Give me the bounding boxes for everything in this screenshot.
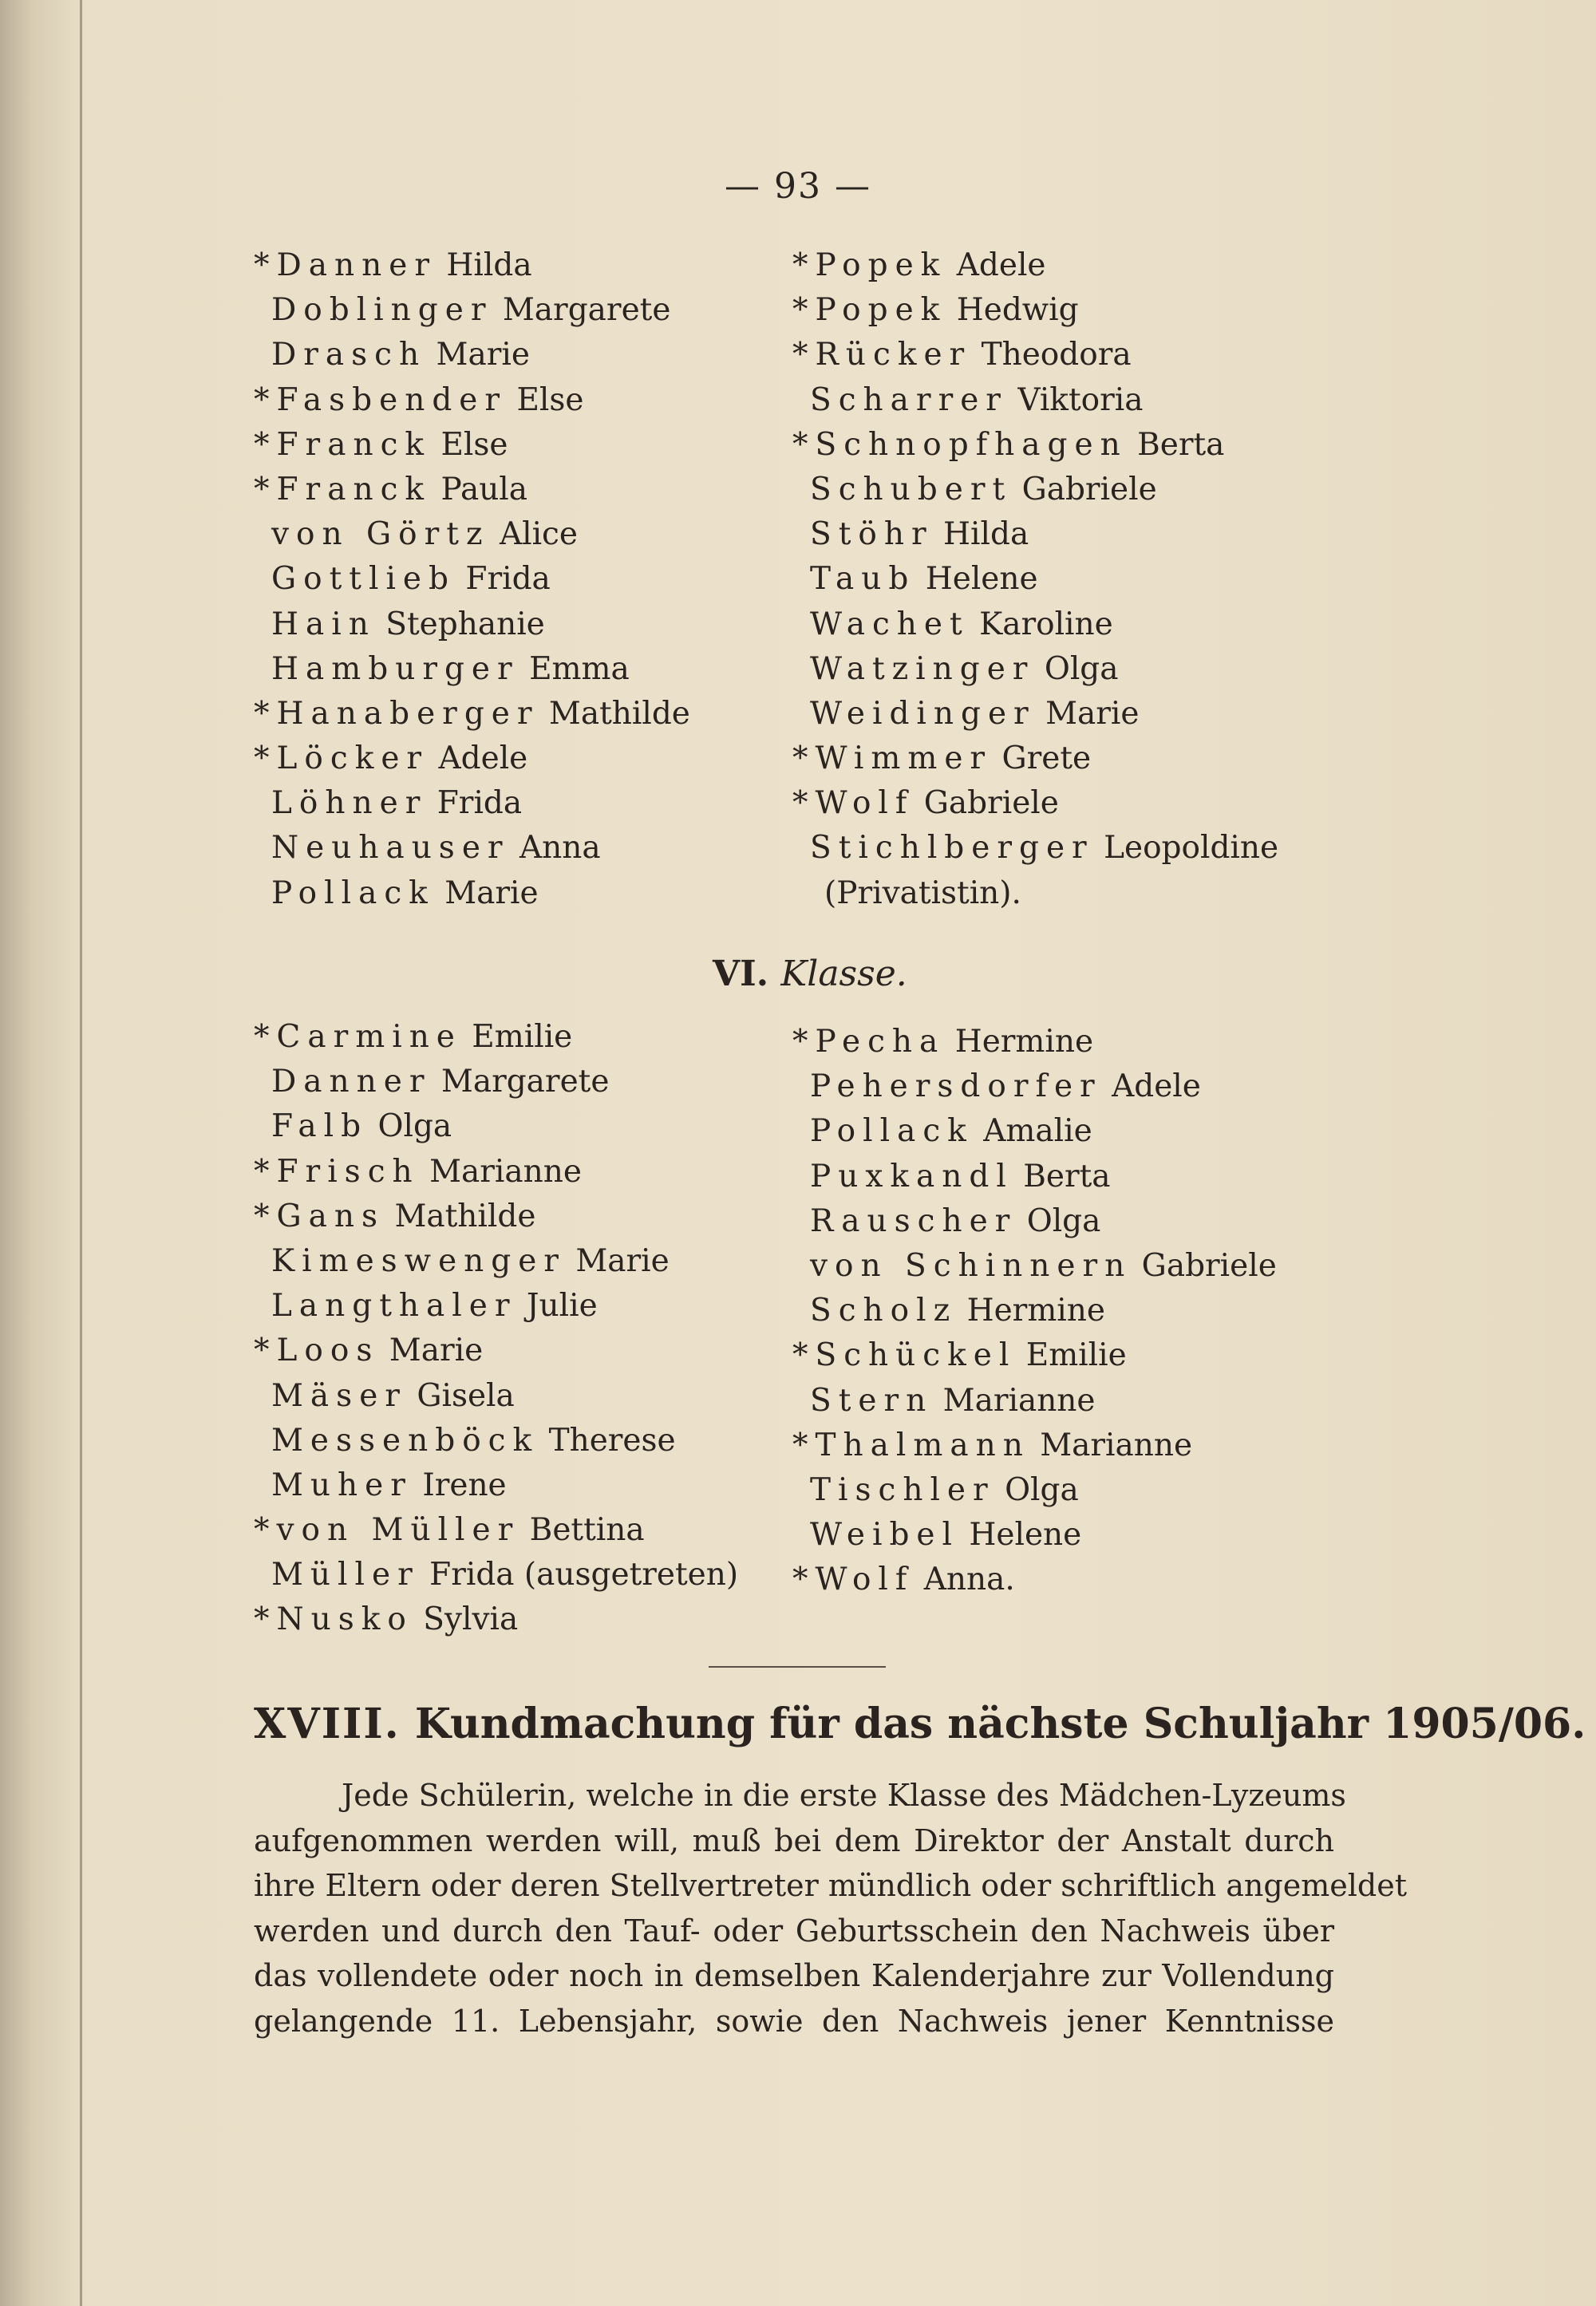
name-entry (792, 1333, 1277, 1378)
entry-given-name: Else (440, 426, 508, 463)
entry-surname: Weidinger (810, 695, 1036, 732)
name-entry (792, 1289, 1277, 1333)
entry-given-name: Olga (377, 1108, 452, 1145)
entry-surname: Gottlieb (271, 561, 456, 598)
name-entry (254, 781, 690, 826)
entry-surname: *Franck (254, 471, 432, 507)
name-entry (792, 692, 1278, 736)
name-entry (254, 557, 690, 602)
name-entry (792, 736, 1278, 781)
name-entry (254, 1329, 738, 1373)
entry-surname: Falb (271, 1108, 369, 1145)
entry-surname: *Nusko (254, 1601, 413, 1638)
entry-given-name: Amalie (983, 1113, 1092, 1150)
entry-given-name: Berta (1137, 426, 1225, 463)
name-entry (254, 1284, 738, 1329)
name-entry (792, 871, 1278, 916)
entry-given-name: Grete (1001, 740, 1092, 777)
entry-surname: Schubert (810, 471, 1013, 507)
entry-surname: *Schnopfhagen (792, 426, 1128, 463)
name-entry (792, 1513, 1277, 1558)
name-entry (254, 333, 690, 377)
entry-given-name: Stephanie (385, 606, 545, 642)
name-entry (792, 1064, 1277, 1109)
entry-surname: von Görtz (271, 516, 490, 553)
entry-given-name: Hilda (943, 516, 1029, 553)
name-entry (792, 1244, 1277, 1289)
entry-given-name: Marie (389, 1333, 484, 1369)
entry-surname: *Carmine (254, 1019, 462, 1055)
body-line: das vollendete oder noch in demselben Kalenderjahre zur Vollendung (254, 1958, 1334, 1993)
body-line: aufgenommen werden will, muß bei dem Direktor der Anstalt durch (254, 1822, 1334, 1858)
name-entry (254, 1374, 738, 1419)
entry-surname: *Gans (254, 1198, 385, 1234)
name-entry (254, 1553, 738, 1597)
name-entry (254, 736, 690, 781)
class-word: Klasse. (780, 954, 907, 994)
name-entry (792, 781, 1278, 826)
entry-surname: Kimeswenger (271, 1242, 566, 1279)
section-numeral: XVIII. (254, 1700, 401, 1748)
class-heading (713, 954, 907, 994)
entry-given-name: Hedwig (956, 292, 1079, 329)
entry-given-name: Olga (1026, 1202, 1101, 1239)
entry-given-name: Frida (437, 785, 523, 822)
entry-surname: *Wolf (792, 1562, 915, 1598)
name-list-right-top (792, 243, 1278, 916)
entry-surname: *Popek (792, 292, 947, 329)
name-entry (792, 1020, 1277, 1064)
entry-given-name: Hermine (966, 1293, 1105, 1329)
name-entry (254, 1150, 738, 1194)
entry-surname: *Danner (254, 247, 437, 283)
name-entry (254, 1597, 738, 1642)
name-entry (254, 512, 690, 557)
entry-given-name: Bettina (529, 1512, 645, 1549)
name-entry (792, 288, 1278, 333)
name-entry (254, 647, 690, 692)
name-entry (792, 557, 1278, 602)
name-entry (254, 1419, 738, 1463)
name-entry (254, 871, 690, 916)
name-entry (792, 1379, 1277, 1423)
entry-surname: Taub (810, 561, 916, 598)
entry-given-name: Adele (956, 247, 1046, 283)
class-numeral: VI. (713, 954, 769, 994)
name-entry (254, 1060, 738, 1104)
entry-given-name: Anna. (923, 1562, 1015, 1598)
name-entry (254, 1194, 738, 1239)
entry-surname: Stöhr (810, 516, 934, 553)
entry-surname: *Hanaberger (254, 695, 539, 732)
section-divider (709, 1666, 886, 1668)
entry-given-name: Marie (444, 875, 539, 911)
entry-given-name: Gabriele (923, 785, 1059, 822)
entry-surname: *Löcker (254, 740, 429, 777)
entry-given-name: Alice (499, 516, 578, 553)
name-entry (254, 378, 690, 423)
entry-surname: *von Müller (254, 1512, 520, 1549)
name-entry (792, 378, 1278, 423)
entry-surname: Weibel (810, 1517, 959, 1554)
name-entry (792, 1109, 1277, 1154)
entry-surname: von Schinnern (810, 1247, 1132, 1284)
name-entry (254, 1508, 738, 1553)
name-entry (254, 1239, 738, 1284)
name-list-left-top (254, 243, 690, 916)
name-entry (792, 1468, 1277, 1513)
name-entry (792, 333, 1278, 377)
entry-surname: Pehersdorfer (810, 1068, 1102, 1105)
entry-surname: Wachet (810, 606, 970, 642)
section-title: Kundmachung für das nächste Schuljahr 1905/06. (414, 1700, 1586, 1748)
entry-given-name: Adele (1112, 1068, 1201, 1105)
entry-surname: *Franck (254, 426, 432, 463)
entry-given-name: Karoline (979, 606, 1113, 642)
entry-given-name: Marianne (1040, 1427, 1193, 1463)
entry-given-name: Irene (422, 1467, 507, 1503)
name-entry (792, 1423, 1277, 1468)
entry-surname: Messenböck (271, 1422, 539, 1459)
name-entry (792, 243, 1278, 288)
entry-given-name: Margarete (502, 292, 671, 329)
entry-surname: *Wolf (792, 785, 915, 822)
entry-given-name: Gisela (417, 1377, 515, 1414)
binding-edge (80, 0, 82, 2306)
entry-given-name: Anna (519, 830, 601, 867)
entry-surname: *Popek (792, 247, 947, 283)
entry-surname: Hain (271, 606, 376, 642)
entry-surname: *Loos (254, 1333, 380, 1369)
entry-given-name: Marianne (942, 1382, 1096, 1419)
page-number: — 93 — (725, 166, 871, 207)
entry-given-name: Mathilde (394, 1198, 536, 1234)
name-entry (254, 243, 690, 288)
entry-given-name: Helene (969, 1517, 1082, 1554)
name-entry (254, 468, 690, 512)
entry-surname: *Frisch (254, 1153, 420, 1190)
name-entry (792, 1558, 1277, 1602)
entry-given-name: Adele (438, 740, 528, 777)
entry-given-name: Helene (925, 561, 1038, 598)
entry-surname: Löhner (271, 785, 428, 822)
body-line: werden und durch den Tauf- oder Geburtsschein den Nachweis über (254, 1913, 1334, 1949)
entry-given-name: Gabriele (1021, 471, 1157, 507)
entry-surname: Puxkandl (810, 1158, 1013, 1194)
entry-surname: Tischler (810, 1471, 995, 1508)
name-entry (792, 826, 1278, 871)
entry-surname: *Thalmann (792, 1427, 1030, 1463)
entry-surname: Doblinger (271, 292, 493, 329)
entry-surname: *Pecha (792, 1024, 946, 1060)
entry-surname: Scholz (810, 1293, 958, 1329)
name-entry (254, 692, 690, 736)
entry-surname: Danner (271, 1064, 432, 1100)
name-entry (254, 1104, 738, 1149)
entry-given-name: Marie (1045, 695, 1140, 732)
entry-surname: Hamburger (271, 650, 519, 687)
entry-given-name: Therese (548, 1422, 676, 1459)
name-entry (254, 1463, 738, 1508)
name-entry (254, 423, 690, 468)
body-line: ihre Eltern oder deren Stellvertreter mündlich oder schriftlich angemeldet (254, 1868, 1407, 1903)
entry-given-name: Paula (440, 471, 528, 507)
name-entry (792, 1199, 1277, 1244)
entry-given-name: Marianne (429, 1153, 582, 1190)
entry-surname: *Schückel (792, 1337, 1017, 1374)
section-heading (254, 1700, 1586, 1748)
entry-surname: Rauscher (810, 1202, 1017, 1239)
entry-given-name: Theodora (981, 337, 1132, 373)
entry-surname: Pollack (271, 875, 435, 911)
name-entry (792, 647, 1278, 692)
entry-surname: Stichlberger (810, 830, 1094, 867)
entry-given-name: Olga (1005, 1471, 1079, 1508)
entry-given-name: Gabriele (1141, 1247, 1277, 1284)
entry-given-name: Viktoria (1017, 381, 1144, 418)
entry-given-name: Julie (526, 1288, 598, 1325)
entry-surname: *Fasbender (254, 381, 508, 418)
entry-given-name: Hilda (446, 247, 532, 283)
entry-surname: Langthaler (271, 1288, 517, 1325)
name-entry (792, 602, 1278, 647)
entry-surname: *Rücker (792, 337, 972, 373)
name-entry (254, 826, 690, 871)
entry-given-name: (Privatistin). (824, 875, 1021, 911)
name-entry (792, 468, 1278, 512)
name-entry (254, 602, 690, 647)
entry-given-name: Olga (1044, 650, 1119, 687)
entry-surname: Mäser (271, 1377, 407, 1414)
entry-given-name: Frida (465, 561, 551, 598)
name-entry (254, 1015, 738, 1060)
entry-given-name: Emilie (1025, 1337, 1127, 1374)
entry-given-name: Mathilde (548, 695, 690, 732)
entry-given-name: Emilie (472, 1019, 573, 1055)
entry-given-name: Emma (529, 650, 630, 687)
entry-given-name: Margarete (440, 1064, 610, 1100)
name-list-right-bottom (792, 1020, 1277, 1602)
entry-surname: Müller (271, 1557, 420, 1593)
body-line: gelangende 11. Lebensjahr, sowie den Nachweis jener Kenntnisse (254, 2003, 1334, 2039)
entry-given-name: Hermine (954, 1024, 1094, 1060)
entry-given-name: Sylvia (423, 1601, 519, 1638)
entry-given-name: Marie (575, 1242, 670, 1279)
entry-surname: Pollack (810, 1113, 974, 1150)
entry-surname: Muher (271, 1467, 413, 1503)
entry-given-name: Berta (1023, 1158, 1111, 1194)
entry-surname: *Wimmer (792, 740, 993, 777)
entry-given-name: Leopoldine (1104, 830, 1279, 867)
body-paragraph (254, 1773, 1407, 2043)
entry-surname: Stern (810, 1382, 934, 1419)
name-entry (792, 1155, 1277, 1199)
entry-given-name: Frida (ausgetreten) (429, 1557, 739, 1593)
body-line: Jede Schülerin, welche in die erste Klasse des Mädchen-Lyzeums (342, 1778, 1346, 1813)
name-entry (254, 288, 690, 333)
name-list-left-bottom (254, 1015, 738, 1643)
name-entry (792, 423, 1278, 468)
entry-surname: Drasch (271, 337, 427, 373)
entry-surname: Neuhauser (271, 830, 510, 867)
entry-given-name: Else (516, 381, 584, 418)
entry-given-name: Marie (436, 337, 530, 373)
entry-surname: Scharrer (810, 381, 1008, 418)
name-entry (792, 512, 1278, 557)
entry-surname: Watzinger (810, 650, 1035, 687)
